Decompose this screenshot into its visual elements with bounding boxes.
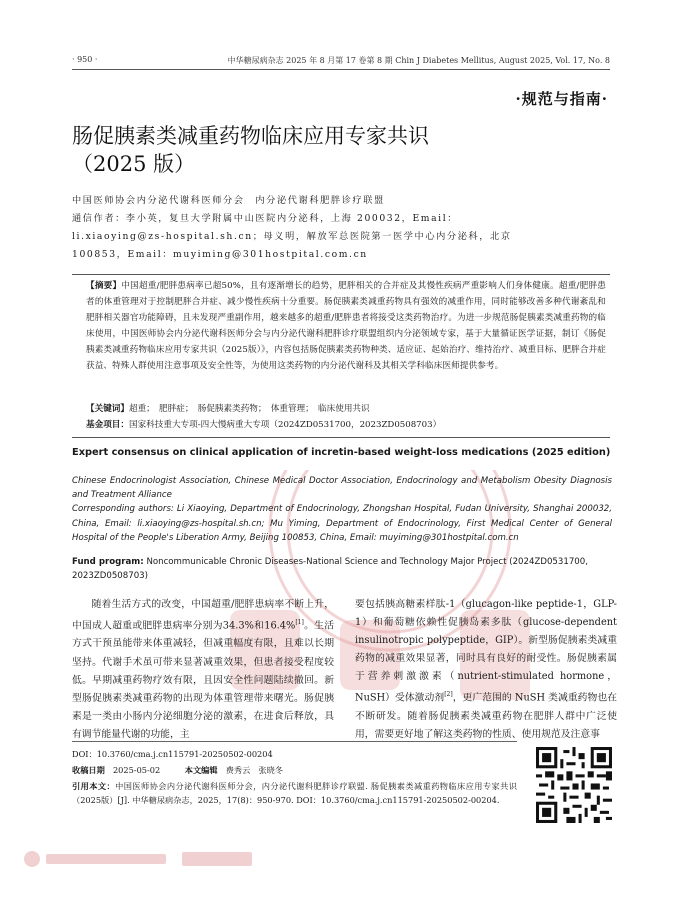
authors-line-1: 中国医师协会内分泌代谢科医师分会 内分泌代谢科肥胖诊疗联盟 — [72, 195, 385, 206]
authors-line-3: li.xiaoying@zs-hospital.sh.cn；母义明，解放军总医院第一医学中心内分泌科，北京 — [72, 231, 512, 242]
body-left-cont: 。生活方式干预虽能带来体重减轻，但减重幅度有限，且难以长期坚持。代谢手术虽可带来显著减重效果，但患者接受程度较低。早期减重药物疗效有限，且因安全性问题陆续撤回。新型肠促胰素类减重药物的出现为体重管理带来曙光。肠促胰素是一类由小肠内分泌细胞分泌的激素，在进食后释放，具有调节能量代谢的功能，主 — [72, 620, 335, 740]
page-title — [72, 122, 612, 178]
english-fund-label: Fund program: — [72, 557, 144, 567]
keywords — [86, 402, 606, 416]
english-fund-text: Noncommunicable Chronic Diseases-National Science and Technology Major Project (2024ZD0531700, 2023ZD0508703) — [72, 557, 588, 581]
citation-text: 中国医师协会内分泌代谢科医师分会，内分泌代谢科肥胖诊疗联盟. 肠促胰素类减重药物临床应用专家共识（2025版）[J]. 中华糖尿病杂志，2025，17(8)：950-970. DOI：10.3760/cma.j.cn115791-20250502-00204. — [72, 781, 517, 805]
body-right-text: 要包括胰高糖素样肽-1（glucagon-like peptide-1，GLP-1）和葡萄糖依赖性促胰岛素多肽（glucose-dependent insulinotropic polypeptide，GIP）。新型肠促胰素类减重药物的减重效果显著，同时具有良好的耐受性。肠促胰素属于营养刺激激素（nutrient-stimulated hormone，NuSH）受体激动剂 — [355, 599, 617, 704]
fund-cn — [86, 418, 606, 432]
received-date: 2025-05-02 — [112, 765, 161, 775]
section-label: ·规范与指南· — [515, 90, 608, 108]
body-left-text: 随着生活方式的改变，中国超重/肥胖患病率不断上升，中国成人超重或肥胖患病率分别为34.3%和16.4% — [72, 599, 334, 632]
abstract — [86, 278, 606, 375]
citation — [72, 780, 517, 807]
footnote-rule — [72, 741, 517, 742]
keywords-text: 超重； 肥胖症； 肠促胰素类药物； 体重管理； 临床使用共识 — [128, 404, 370, 414]
reference-2[interactable]: [2] — [444, 691, 453, 699]
received-label: 收稿日期 — [72, 765, 105, 775]
qr-code-icon[interactable] — [536, 747, 612, 823]
page-number: · 950 · — [72, 55, 98, 64]
english-fund — [72, 556, 612, 583]
running-header — [72, 55, 610, 70]
fund-text: 国家科技重大专项-四大慢病重大专项（2024ZD0531700，2023ZD0508703） — [128, 420, 442, 430]
abstract-text: 中国超重/肥胖患病率已超50%，且有逐渐增长的趋势，肥胖相关的合并症及其慢性疾病严重影响人们身体健康。超重/肥胖患者的体重管理对于控制肥胖合并症、减少慢性疾病十分重要。肠促胰素类减重药物具有强效的减重作用，同时能够改善多种代谢紊乱和肥胖相关器官功能障碍，且未发现严重副作用，越来越多的超重/肥胖患者将接受这类药物治疗。为进一步规范肠促胰素类减重药物的临床使用，中国医师协会内分泌代谢科医师分会与内分泌代谢科肥胖诊疗联盟组织内分泌领域专家，基于大量循证医学证据，制订《肠促胰素类减重药物临床应用专家共识（2025版）》，内容包括肠促胰素类药物种类、适应证、起始治疗、维持治疗、减重目标、肥胖合并症获益、特殊人群使用注意事项及安全性等，为使用这类药物的内分泌代谢科及其相关学科临床医师提供参考。 — [86, 281, 606, 372]
english-title: Expert consensus on clinical application of incretin-based weight-loss medications (2025 edition) — [72, 447, 611, 458]
received-line — [72, 764, 517, 778]
english-authors — [72, 474, 612, 545]
keywords-label: 【关键词】 — [86, 404, 129, 414]
body-right-cont: ，更广范围的 NuSH 类减重药物也在不断研发。随着肠促胰素类减重药物在肥胖人群中广泛使用，需要更好地了解这类药物的性质、使用规范及注意事 — [355, 692, 617, 740]
body-column-left — [72, 596, 334, 744]
abstract-label: 【摘要】 — [86, 281, 122, 291]
title-line-2: （2025 版） — [72, 152, 196, 176]
english-affiliation: Chinese Endocrinologist Association, Chinese Medical Doctor Association, Endocrinology and Metabolism Obesity Diagnosis and Treatment Alliance — [72, 476, 612, 501]
doi-line[interactable]: DOI：10.3760/cma.j.cn115791-20250502-00204 — [72, 749, 273, 759]
fund-label: 基金项目： — [86, 420, 129, 430]
authors-cn — [72, 192, 612, 264]
editor-names: 费秀云 张晓冬 — [225, 765, 284, 775]
authors-line-2: 通信作者：李小英，复旦大学附属中山医院内分泌科，上海 200032，Email： — [72, 213, 459, 224]
journal-info: 中华糖尿病杂志 2025 年 8 月第 17 卷第 8 期 Chin J Diabetes Mellitus, August 2025, Vol. 17, No. 8 — [227, 56, 610, 65]
body-column-right — [355, 596, 617, 744]
english-corresponding: Corresponding authors: Li Xiaoying, Department of Endocrinology, Zhongshan Hospital, Fudan University, Shanghai 200032, China, Email: li.xiaoying@zs-hospital.sh.cn; Mu Yiming, Department of Endocrinology, First Medical Center of General Hospital of the People's Liberation Army, Beijing 100853, China, Email: muyiming@301hostpital.com.cn — [72, 504, 612, 543]
title-line-1: 肠促胰素类减重药物临床应用专家共识 — [72, 124, 429, 148]
authors-line-4: 100853，Email：muyiming@301hostpital.com.cn — [72, 249, 368, 260]
cma-logo-icon — [22, 848, 262, 870]
citation-label: 引用本文： — [72, 781, 116, 791]
reference-1[interactable]: [1] — [295, 619, 304, 627]
editor-label: 本文编辑 — [184, 765, 218, 775]
